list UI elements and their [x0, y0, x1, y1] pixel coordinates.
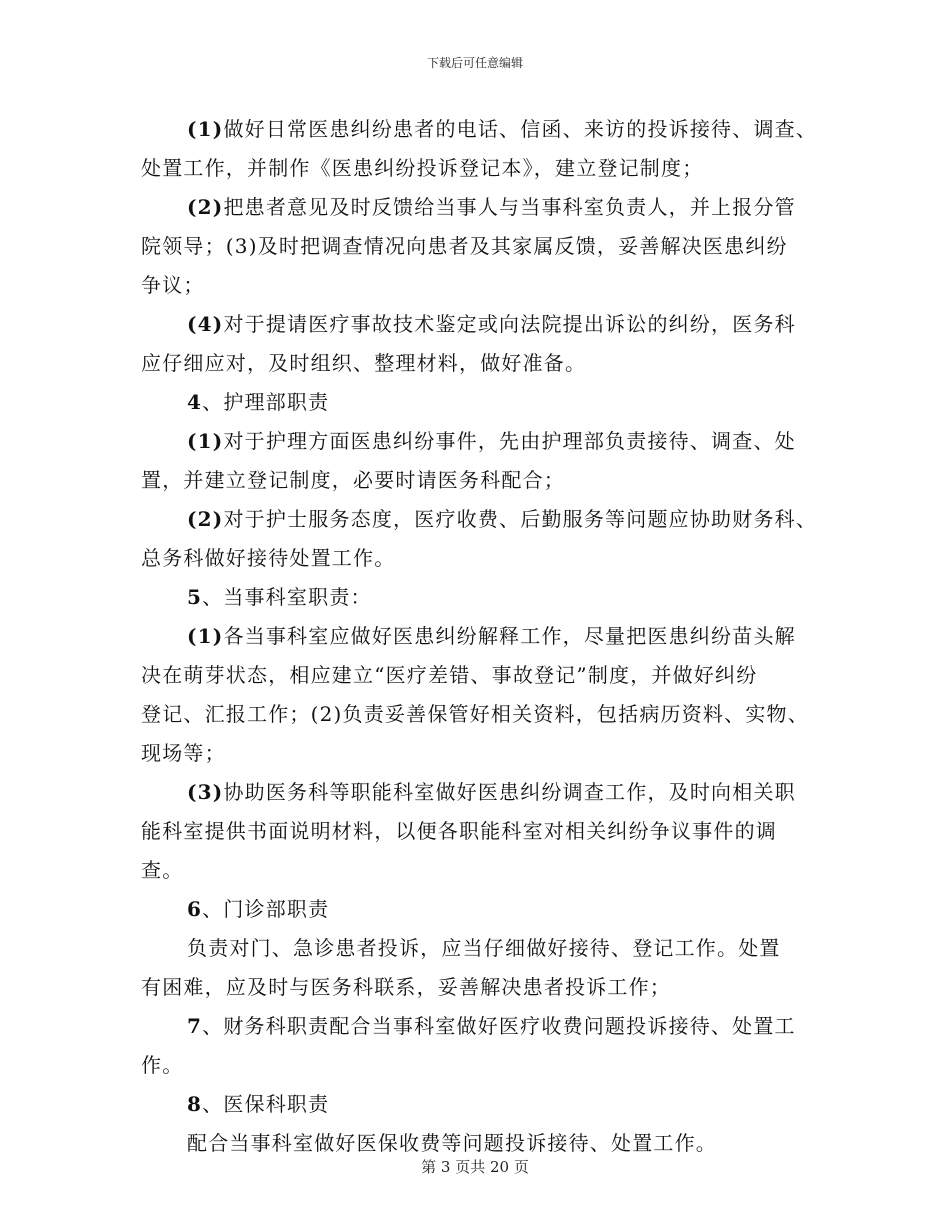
line-text: 对于护士服务态度，医疗收费、后勤服务等问题应协助财务科、	[223, 507, 818, 531]
line-text: 争议；	[141, 273, 205, 297]
line-text: 院领导；(3)及时把调查情况向患者及其家属反馈，妥善解决医患纠纷	[141, 234, 788, 258]
page-header: 下载后可任意编辑	[426, 56, 523, 70]
item-number: (2)	[187, 195, 224, 219]
text-line	[141, 656, 831, 695]
text-line	[141, 1046, 831, 1085]
item-number: 6	[187, 897, 203, 921]
text-line	[141, 1007, 831, 1046]
text-line	[141, 812, 831, 851]
paragraph	[141, 110, 831, 188]
text-line	[141, 851, 831, 890]
item-number: (4)	[187, 312, 224, 336]
text-line	[141, 344, 831, 383]
text-line	[141, 890, 831, 929]
paragraph	[141, 422, 831, 500]
line-text: 、门诊部职责	[202, 897, 330, 921]
paragraph	[141, 188, 831, 305]
text-line	[141, 305, 831, 344]
line-text: 、医保科职责	[202, 1092, 330, 1116]
line-text: 置，并建立登记制度，必要时请医务科配合；	[141, 468, 565, 492]
paragraph	[141, 929, 831, 1007]
line-text: 总务科做好接待处置工作。	[141, 546, 396, 570]
line-text: 作。	[141, 1053, 184, 1077]
paragraph	[141, 578, 831, 617]
line-text: 对于提请医疗事故技术鉴定或向法院提出诉讼的纠纷，医务科	[223, 312, 796, 336]
item-number: (1)	[187, 429, 224, 453]
item-number: (1)	[187, 117, 224, 141]
paragraph	[141, 617, 831, 773]
paragraph	[141, 1007, 831, 1085]
text-line	[141, 500, 831, 539]
text-line	[141, 227, 831, 266]
item-number: (3)	[187, 780, 224, 804]
line-text: 应仔细应对，及时组织、整理材料，做好准备。	[141, 351, 587, 375]
line-text: 配合当事科室做好医保收费等问题投诉接待、处置工作。	[187, 1131, 717, 1155]
text-line	[141, 695, 831, 734]
line-text: 有困难，应及时与医务科联系，妥善解决患者投诉工作；	[141, 975, 671, 999]
text-line	[141, 734, 831, 773]
paragraph	[141, 500, 831, 578]
line-text: 做好日常医患纠纷患者的电话、信函、来访的投诉接待、调查、	[223, 117, 818, 141]
item-number: 8	[187, 1092, 203, 1116]
paragraph	[141, 1085, 831, 1124]
line-text: 负责对门、急诊患者投诉，应当仔细做好接待、登记工作。处置	[187, 936, 781, 960]
line-text: 协助医务科等职能科室做好医患纠纷调查工作，及时向相关职	[223, 780, 796, 804]
text-line	[141, 461, 831, 500]
text-line	[141, 617, 831, 656]
text-line	[141, 968, 831, 1007]
line-text: 现场等；	[141, 741, 226, 765]
line-text: 、护理部职责	[202, 390, 330, 414]
line-text: 查。	[141, 858, 184, 882]
paragraph	[141, 773, 831, 890]
line-text: 、当事科室职责：	[202, 585, 372, 609]
text-line	[141, 188, 831, 227]
line-text: 对于护理方面医患纠纷事件，先由护理部负责接待、调查、处	[223, 429, 796, 453]
item-number: 4	[187, 390, 203, 414]
paragraph	[141, 890, 831, 929]
line-text: 各当事科室应做好医患纠纷解释工作，尽量把医患纠纷苗头解	[223, 624, 796, 648]
page-footer: 第 3 页共 20 页	[421, 1158, 529, 1176]
text-line	[141, 149, 831, 188]
line-text: 登记、汇报工作；(2)负责妥善保管好相关资料，包括病历资料、实物、	[141, 702, 809, 726]
line-text: 、财务科职责配合当事科室做好医疗收费问题投诉接待、处置工	[202, 1014, 796, 1038]
item-number: (2)	[187, 507, 224, 531]
text-line	[141, 266, 831, 305]
text-line	[141, 383, 831, 422]
line-text: 决在萌芽状态，相应建立“医疗差错、事故登记”制度，并做好纠纷	[141, 663, 758, 687]
paragraph	[141, 383, 831, 422]
item-number: 5	[187, 585, 203, 609]
text-line	[141, 110, 831, 149]
line-text: 把患者意见及时反馈给当事人与当事科室负责人，并上报分管	[223, 195, 796, 219]
item-number: 7	[187, 1014, 203, 1038]
text-line	[141, 578, 831, 617]
text-line	[141, 422, 831, 461]
item-number: (1)	[187, 624, 224, 648]
text-line	[141, 773, 831, 812]
line-text: 处置工作，并制作《医患纠纷投诉登记本》，建立登记制度；	[141, 156, 704, 180]
text-line	[141, 929, 831, 968]
text-line	[141, 539, 831, 578]
text-line	[141, 1085, 831, 1124]
line-text: 能科室提供书面说明材料，以便各职能科室对相关纠纷争议事件的调	[141, 819, 777, 843]
paragraph	[141, 305, 831, 383]
